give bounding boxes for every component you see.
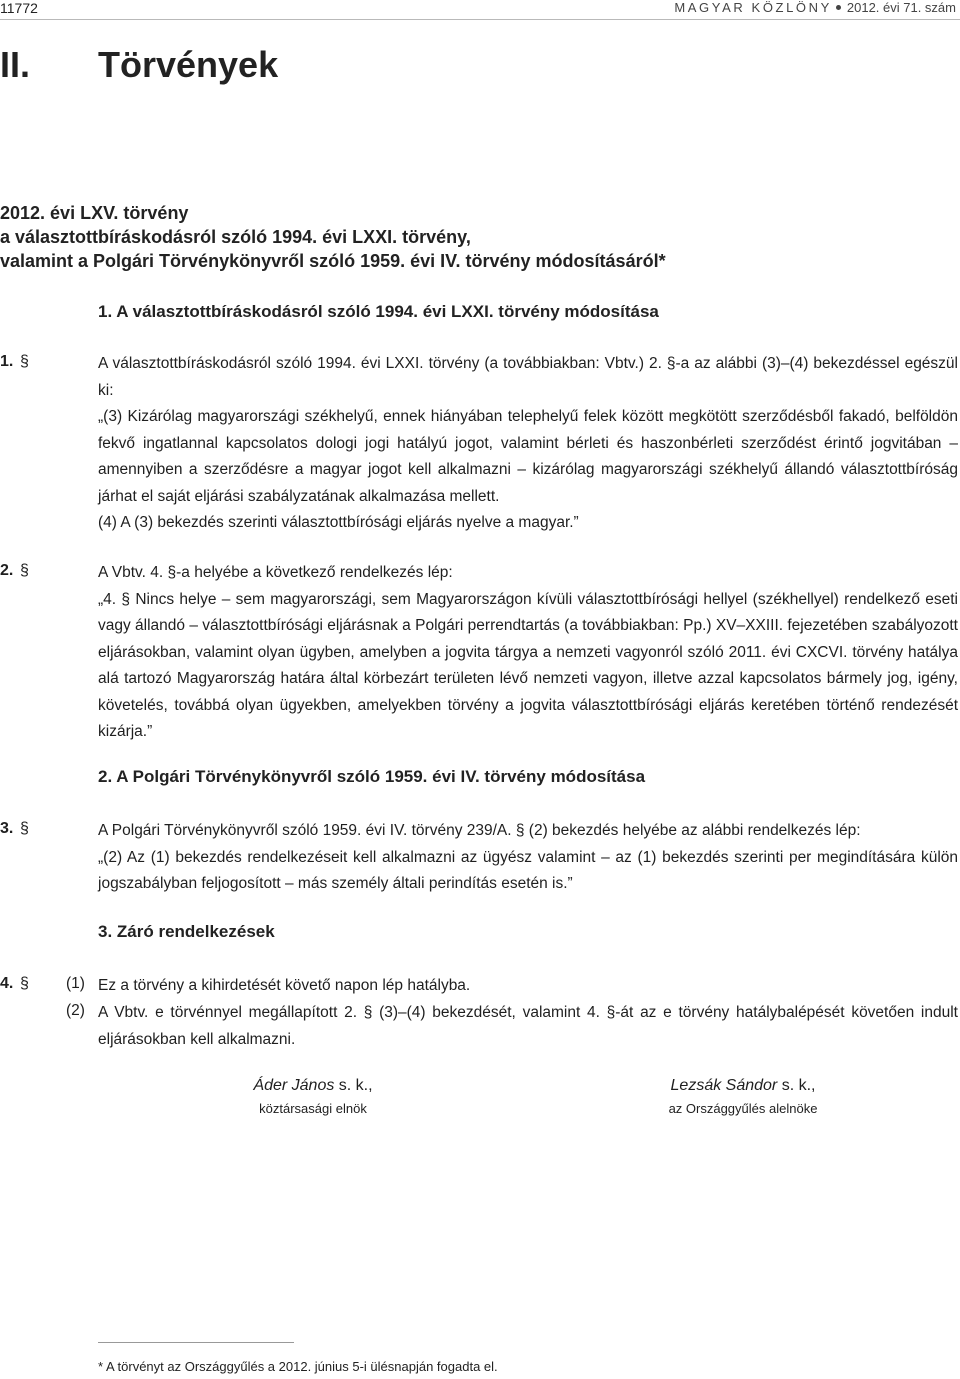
section-sign: § (20, 820, 29, 837)
signatory-suffix: s. k., (777, 1077, 816, 1094)
law-title-line-2: a választottbíráskodásról szóló 1994. évi LXXI. törvény, (0, 227, 471, 247)
running-header (674, 0, 956, 15)
signatory-role: az Országgyűlés alelnöke (668, 1101, 818, 1116)
issue-label: 2012. évi 71. szám (846, 0, 956, 15)
header-rule (0, 19, 960, 20)
quoted-text-1a (98, 404, 958, 537)
section-heading-1: 1. A választottbíráskodásról szóló 1994. évi LXXI. törvény módosítása (98, 302, 659, 321)
journal-name: MAGYAR KÖZLÖNY (674, 0, 832, 15)
quote-paragraph: „4. § Nincs helye – sem magyarországi, sem Magyarországon kívüli választottbírósági hellyel (székhellyel) rendelkező eseti vagy állandó – választottbírósági eljárásnak a Polgári perrendtartás (a továbbiakban: Pp.) XV–XXIII. fejezetében szabályozott eljárásokban, valamint olyan ügyben, amelyben a jogvita tárgya a nemzeti vagyonról szóló 2011. évi CXCVI. törvény hatálya alá tartozó Magyarország határa által körbezárt területen lévő nemzeti vagyon, illetve azzal kapcsolatos bármely jog, igény, követelés, továbbá olyan ügyekben, amelyekben törvény a jogvita választottbírósági eljárás keretében történő rendezését kizárja.” (98, 590, 958, 740)
law-title-line-3: valamint a Polgári Törvénykönyvről szóló 1959. évi IV. törvény módosításáról* (0, 251, 666, 271)
footnote: * A törvényt az Országgyűlés a 2012. június 5-i ülésnapján fogadta el. (98, 1359, 498, 1374)
section-heading-2: 2. A Polgári Törvénykönyvről szóló 1959. évi IV. törvény módosítása (98, 767, 646, 786)
paragraph-number: 2. (0, 562, 14, 579)
paragraph-intro: A Vbtv. 4. §-a helyébe a következő rendelkezés lép: (98, 564, 453, 581)
signatory-name-italic: Áder János (253, 1077, 335, 1094)
subsection-text (98, 1000, 958, 1053)
section-heading-3: 3. Záró rendelkezések (98, 922, 275, 941)
paragraph-intro: A Polgári Törvénykönyvről szóló 1959. évi IV. törvény 239/A. § (2) bekezdés helyébe az alábbi rendelkezés lép: (98, 822, 861, 839)
signature-left (213, 1077, 413, 1116)
page-number: 11772 (0, 0, 38, 16)
signatory-name-italic: Lezsák Sándor (670, 1077, 778, 1094)
section-sign: § (20, 353, 29, 370)
signatory-name (213, 1077, 413, 1095)
quote-paragraph: (4) A (3) bekezdés szerinti választottbírósági eljárás nyelve a magyar.” (98, 514, 579, 531)
law-title-line-1: 2012. évi LXV. törvény (0, 203, 189, 223)
section-sign: § (20, 562, 29, 579)
part-number: II. (0, 44, 31, 85)
part-title: Törvények (98, 44, 279, 85)
subsection-number: (2) (66, 1002, 85, 1019)
subsection-text (98, 973, 958, 1000)
bullet-icon (836, 5, 841, 10)
signatory-role: köztársasági elnök (259, 1101, 367, 1116)
paragraph-text (98, 351, 958, 404)
signature-right (628, 1077, 858, 1116)
paragraph-number: 3. (0, 820, 14, 837)
signatory-suffix: s. k., (334, 1077, 373, 1094)
paragraph-text (98, 818, 958, 898)
law-title (0, 201, 666, 273)
paragraph-text (98, 560, 958, 746)
paragraph-number: 1. (0, 353, 14, 370)
quote-paragraph: „(2) Az (1) bekezdés rendelkezéseit kell alkalmazni az ügyész valamint – az (1) bekezdés szerinti per megindítására külön jogszabályban feljogosított – más személy általi perindítás esetén is.” (98, 848, 958, 892)
paragraph-number: 4. (0, 975, 14, 992)
footnote-rule (98, 1342, 294, 1343)
signatory-name (628, 1077, 858, 1095)
subsection-2: A Vbtv. e törvénnyel megállapított 2. § (3)–(4) bekezdését, valamint 4. §-át az e törvény hatálybalépését követően indult eljárásokban kell alkalmazni. (98, 1004, 958, 1048)
paragraph-intro: A választottbíráskodásról szóló 1994. évi LXXI. törvény (a továbbiakban: Vbtv.) 2. §-a az alábbi (3)–(4) bekezdéssel egészül ki: (98, 355, 958, 399)
subsection-number: (1) (66, 975, 85, 992)
quote-paragraph: „(3) Kizárólag magyarországi székhelyű, ennek hiányában telephelyű felek között megkötött szerződésből fakadó, belföldön fekvő ingatlannal kapcsolatos dologi jogi hatályú jogot, valamint bérleti és haszonbérleti szerződést érintő jogvitában – amennyiben a szerződésre a magyar jogot kell alkalmazni – kizárólag magyarországi székhelyű állandó választottbíróság járhat el saját eljárási szabályzatának alkalmazása mellett. (98, 408, 958, 505)
subsection-1: Ez a törvény a kihirdetését követő napon lép hatályba. (98, 977, 471, 994)
section-sign: § (20, 975, 29, 992)
